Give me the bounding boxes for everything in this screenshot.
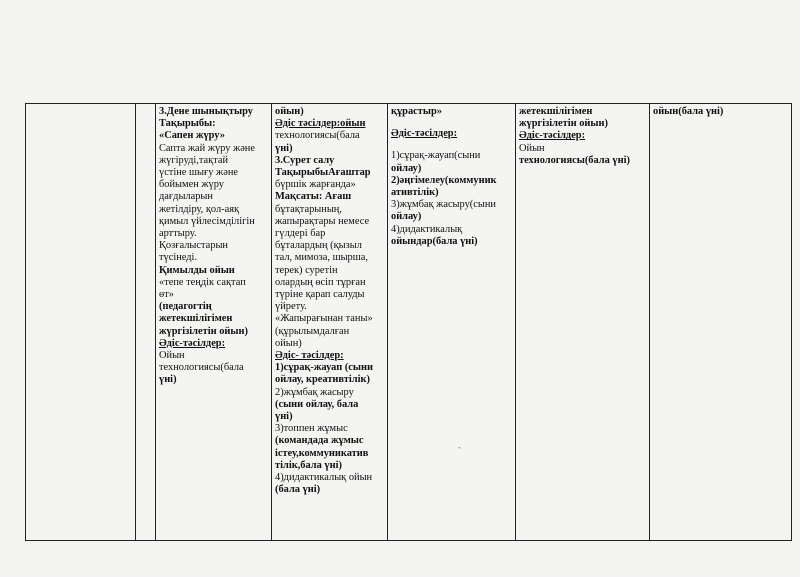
text-line: жапырақтары немесе	[275, 215, 370, 227]
text-line: Әдіс-тәсілдер:	[159, 337, 226, 349]
text-line: тілік,бала үні)	[275, 459, 342, 471]
text-line: Әдіс- тәсілдер:	[275, 350, 344, 362]
cell-child-voice-game	[650, 104, 792, 541]
text-line: (педагогтің	[159, 301, 212, 313]
text-line: 2)жұмбақ жасыру	[275, 386, 354, 398]
cell-methods-questions	[388, 104, 516, 541]
text-line: өт»	[159, 289, 174, 301]
text-line: ойын(бала үні)	[653, 106, 724, 117]
text-line: 2)әңгімелеу(коммуник	[391, 174, 497, 186]
text-line: жетекшілігімен	[519, 106, 593, 117]
text-line: ойын)	[275, 106, 304, 117]
text-line: үні)	[275, 411, 293, 423]
text-line: істеу,коммуникатив	[275, 447, 369, 459]
text-line: Тақырыбы:	[159, 118, 216, 130]
text-line: 4)дидактикалық ойын	[275, 472, 373, 484]
text-line: (құрылымдалған	[275, 325, 350, 337]
text-line: (сыни ойлау, бала	[275, 398, 359, 410]
text-line: Қозғалыстарын	[159, 240, 228, 252]
text-line: олардың өсіп тұрған	[275, 276, 366, 288]
text-line: ойлау)	[391, 211, 422, 223]
text-line: бұтақтарының,	[275, 203, 342, 215]
text-line: Ойын	[159, 350, 185, 362]
spacer	[391, 118, 512, 128]
text-line: түсінеді.	[159, 252, 198, 264]
text-line: Әдіс тәсілдер:ойын	[275, 118, 366, 130]
table-row	[26, 104, 792, 541]
text-line: «Сапен жүру»	[159, 130, 225, 142]
text-line: Қимылды ойын	[159, 264, 235, 276]
text-line: (бала үні)	[275, 484, 321, 496]
text-line: технологиясы(бала	[159, 362, 244, 374]
text-line: Әдіс-тәсілдер:	[391, 128, 458, 140]
text-line: Ойын	[519, 142, 545, 154]
text-line: үні)	[159, 374, 177, 386]
scan-speck: ˆ	[458, 446, 461, 455]
text-line: қимыл үйлесімділігін	[159, 215, 255, 227]
text-line: жүргізілетін ойын)	[159, 325, 248, 337]
text-line: дағдыларын	[159, 191, 213, 203]
text-line: «тепе теңдік сақтап	[159, 276, 246, 288]
text-line: «Жапырағынан таны»	[275, 313, 373, 325]
text-line: 3.Дене шынықтыру	[159, 106, 253, 117]
spacer	[391, 140, 512, 150]
text-line: тал, мимоза, шырша,	[275, 252, 368, 264]
text-line: үні)	[275, 142, 293, 154]
text-line: жүгіруді,тақтай	[159, 154, 229, 166]
text-line: 1)сұрақ-жауап(сыни	[391, 150, 481, 162]
text-line: жетілдіру, қол-аяқ	[159, 203, 240, 215]
cell-physical-education	[156, 104, 272, 541]
text-line: терек) суретін	[275, 264, 338, 276]
text-line: түріне қарап салуды	[275, 289, 365, 301]
text-line: Мақсаты: Ағаш	[275, 191, 352, 203]
text-line: Сапта жай жүру және	[159, 142, 255, 154]
text-line: 1)сұрақ-жауап (сыни	[275, 362, 373, 374]
text-line: 4)дидактикалық	[391, 223, 463, 235]
text-line: Әдіс-тәсілдер:	[519, 130, 586, 142]
text-line: 3.Сурет салу	[275, 154, 335, 166]
text-line: құрастыр»	[391, 106, 442, 117]
text-line: ойлау, креативтілік)	[275, 374, 370, 386]
text-line: ойлау)	[391, 162, 422, 174]
text-line: 3)жұмбақ жасыру(сыни	[391, 199, 496, 211]
text-line: ойын)	[275, 337, 302, 349]
text-line: бұталардың (қызыл	[275, 240, 362, 252]
text-line: ойындар(бала үні)	[391, 235, 478, 247]
text-line: (командада жұмыс	[275, 435, 364, 447]
text-line: ативтілік)	[391, 187, 439, 199]
text-line: бүршік жарғанда»	[275, 179, 356, 191]
text-line: 3)топпен жұмыс	[275, 423, 348, 435]
cell-game-technology	[516, 104, 650, 541]
text-line: үйрету.	[275, 301, 307, 313]
text-line: бойымен жүру	[159, 179, 224, 191]
cell-col-1	[26, 104, 136, 541]
text-line: арттыру.	[159, 228, 197, 240]
text-line: үстіне шығу және	[159, 167, 239, 179]
text-line: технологиясы(бала үні)	[519, 154, 630, 166]
cell-drawing-activity	[272, 104, 388, 541]
text-line: технологиясы(бала	[275, 130, 360, 142]
text-line: гүлдері бар	[275, 228, 326, 240]
text-line: ТақырыбыАғаштар	[275, 167, 371, 179]
cell-col-2	[136, 104, 156, 541]
schedule-table	[25, 103, 792, 541]
text-line: жетекшілігімен	[159, 313, 233, 325]
text-line: жүргізілетін ойын)	[519, 118, 608, 130]
